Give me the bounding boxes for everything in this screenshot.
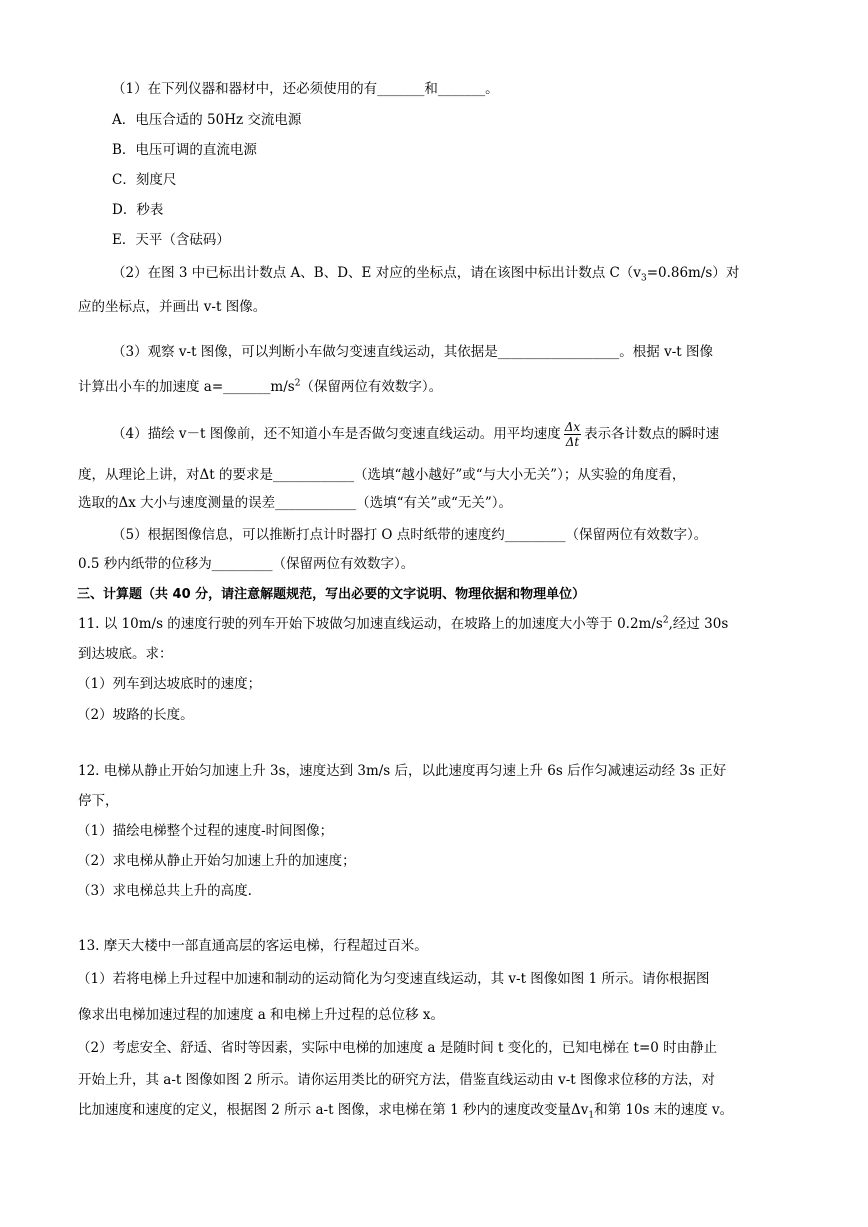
q13-text-c: 比加速度和速度的定义，根据图 2 所示 a-t 图像，求电梯在第 1 秒内的速度改变量Δv: [78, 1102, 589, 1118]
q10-option-d: D．秒表: [112, 202, 164, 218]
q10-option-c: C．刻度尺: [112, 172, 177, 188]
q11-sub2: （2）坡路的长度。: [77, 707, 194, 723]
q10-part4-line3: 选取的Δx 大小与速度测量的误差____________（选填“有关”或“无关”）。: [78, 495, 513, 511]
q11-sub1: （1）列车到达坡底时的速度；: [77, 676, 262, 692]
q10-part5-line2: 0.5 秒内纸带的位移为_________（保留两位有效数字）。: [78, 556, 415, 572]
q10-part4-line2: 度，从理论上讲，对Δt 的要求是____________（选填“越小越好”或“与大小无关”）；从实验的角度看，: [78, 467, 686, 483]
q12-sub1: （1）描绘电梯整个过程的速度-时间图像；: [77, 823, 334, 839]
q10-part3-line2: [78, 378, 442, 396]
fraction-denominator: Δt: [565, 435, 580, 449]
q11-text-a: 11. 以 10m/s 的速度行驶的列车开始下坡做匀加速直线运动，在坡路上的加速度大小等于 0.2m/s: [78, 616, 663, 632]
q10-part3-text-b1: 计算出小车的加速度 a=_______m/s: [78, 379, 295, 395]
q12-sub2: （2）求电梯从静止开始匀加速上升的加速度；: [77, 853, 356, 869]
q10-option-e: E．天平（含砝码）: [112, 232, 230, 248]
q10-option-a: A．电压合适的 50Hz 交流电源: [112, 112, 302, 128]
q10-part4-text-b: 表示各计数点的瞬时速: [584, 426, 720, 442]
q10-part3-superscript: 2: [294, 378, 301, 389]
q13-text-d: 和第 10s 末的速度 v。: [594, 1102, 734, 1118]
q13-sub1-line2: 像求出电梯加速过程的加速度 a 和电梯上升过程的总位移 x。: [78, 1007, 445, 1023]
q10-part2-text-b: =0.86m/s）对: [646, 265, 740, 281]
fraction-numerator: Δx: [564, 420, 581, 434]
q13-sub2-line2: 开始上升，其 a-t 图像如图 2 所示。请你运用类比的研究方法，借鉴直线运动由 v-t 图像求位移的方法，对: [78, 1072, 715, 1088]
q10-part4-line1: [112, 419, 719, 449]
q11-line2: 到达坡底。求：: [78, 646, 173, 662]
q10-part4-text-a: （4）描绘 v－t 图像前，还不知道小车是否做匀变速直线运动。用平均速度: [112, 426, 561, 442]
q12-line2: 停下，: [78, 793, 119, 809]
q10-part2-subscript: 3: [640, 273, 647, 284]
q10-option-b: B．电压可调的直流电源: [112, 142, 257, 158]
q10-part2-line2: 应的坐标点，并画出 v-t 图像。: [78, 299, 267, 315]
q13-sub1-line1: （1）若将电梯上升过程中加速和制动的运动简化为匀变速直线运动，其 v-t 图像如图 1 所示。请你根据图: [77, 971, 710, 987]
q13-subscript: 1: [588, 1110, 595, 1121]
q10-part3-line1: （3）观察 v-t 图像，可以判断小车做匀变速直线运动，其依据是__________________。根据 v-t 图像: [112, 344, 713, 360]
q10-part5-line1: （5）根据图像信息，可以推断打点计时器打 O 点时纸带的速度约_________（保留两位有效数字）。: [112, 527, 708, 543]
q10-part2-line1: [112, 264, 739, 282]
q11-text-b: ,经过 30s: [668, 616, 729, 632]
q12-sub3: （3）求电梯总共上升的高度.: [77, 883, 252, 899]
q10-part1: （1）在下列仪器和器材中，还必须使用的有_______和_______。: [112, 81, 499, 97]
q13-sub2-line1: （2）考虑安全、舒适、省时等因素，实际中电梯的加速度 a 是随时间 t 变化的，已知电梯在 t=0 时由静止: [77, 1040, 718, 1056]
q13-sub2-line3: [78, 1101, 733, 1119]
section-heading: 三、计算题（共 40 分，请注意解题规范，写出必要的文字说明、物理依据和物理单位）: [77, 587, 586, 602]
average-velocity-fraction: [564, 420, 581, 449]
q10-part3-text-b2: （保留两位有效数字）。: [300, 379, 443, 395]
q11-line1: [78, 615, 728, 633]
q10-part2-text-a: （2）在图 3 中已标出计数点 A、B、D、E 对应的坐标点，请在该图中标出计数点 C（v: [112, 265, 641, 281]
q11-superscript: 2: [662, 615, 669, 626]
q12-line1: 12. 电梯从静止开始匀加速上升 3s，速度达到 3m/s 后，以此速度再匀速上升 6s 后作匀减速运动经 3s 正好: [78, 763, 727, 779]
q13-line1: 13. 摩天大楼中一部直通高层的客运电梯，行程超过百米。: [78, 938, 428, 954]
